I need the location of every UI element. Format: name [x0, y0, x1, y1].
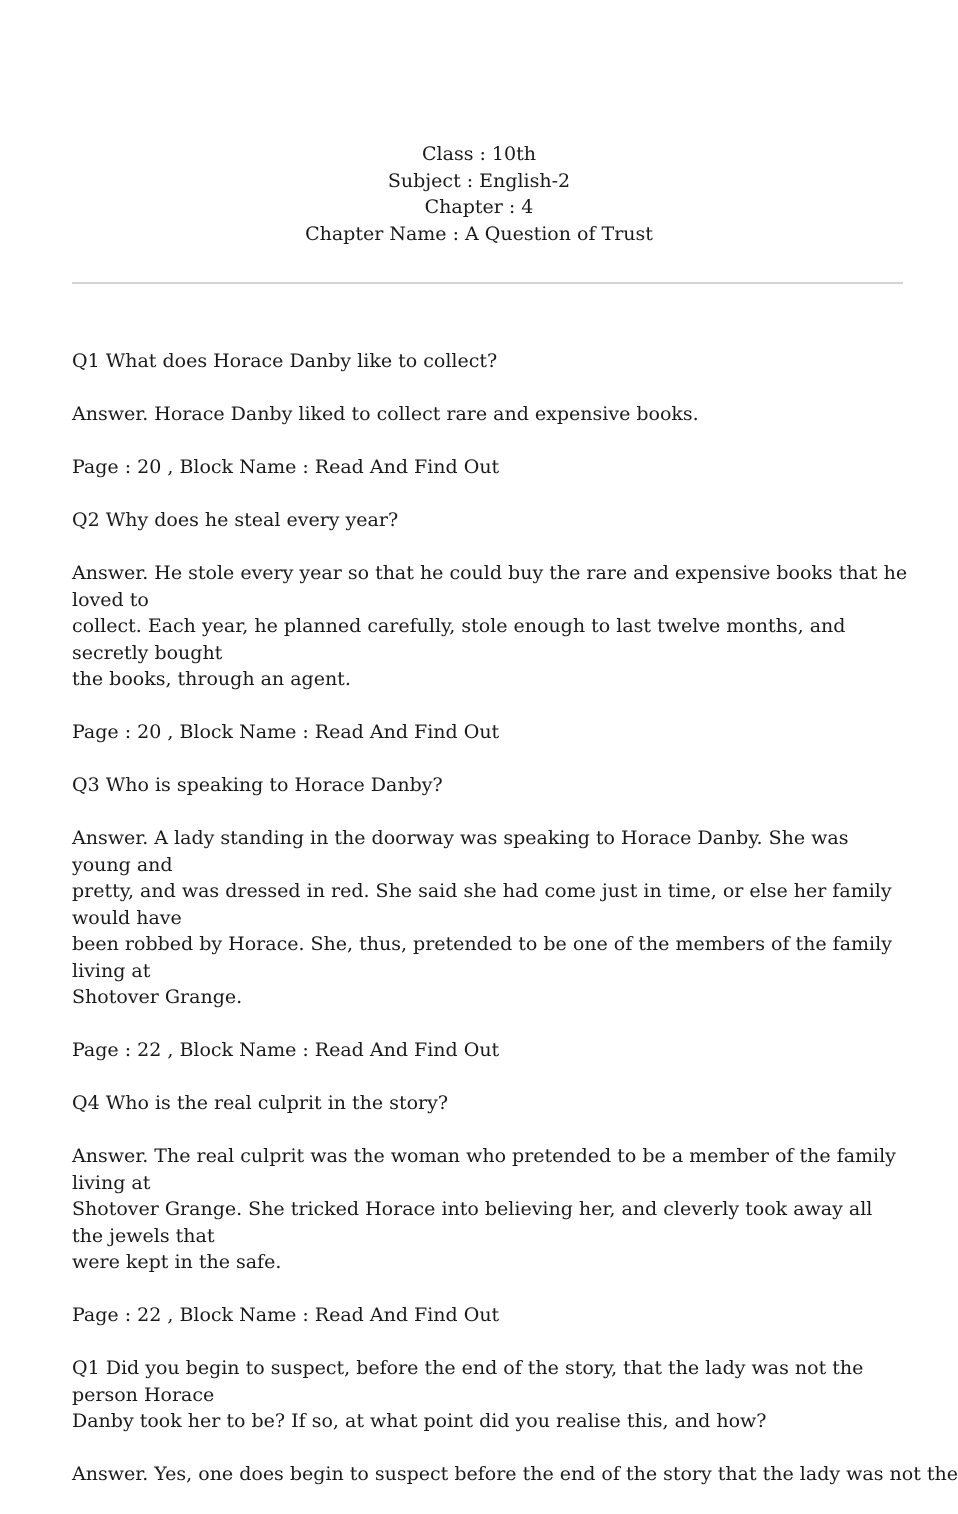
question-text: Q3 Who is speaking to Horace Danby? [72, 774, 443, 796]
question-text: Q2 Why does he steal every year? [72, 509, 399, 531]
answer-text: Answer. Horace Danby liked to collect rare and expensive books. [72, 403, 699, 425]
question-text: Q4 Who is the real culprit in the story? [72, 1092, 449, 1114]
class-line: Class : 10th [422, 143, 536, 165]
subject-line: Subject : English-2 [387, 169, 571, 192]
answer-text: Answer. The real culprit was the woman who pretended to be a member of the family living at Shotover Grange. She tricked Horace into believing her, and cleverly took away all the jewels that were kept in the safe. [72, 1145, 896, 1273]
document-header [0, 141, 958, 247]
chapter-line: Chapter : 4 [424, 196, 534, 218]
answer-text: Answer. A lady standing in the doorway was speaking to Horace Danby. She was young and pretty, and was dressed in red. She said she had come just in time, or else her family would have been robbed by Horace. She, thus, pretended to be one of the members of the family living at Shotover Grange. [72, 827, 892, 1008]
answer-text: Answer. He stole every year so that he could buy the rare and expensive books that he loved to collect. Each year, he planned carefully, stole enough to last twelve months, and secretly bought the books, through an agent. [72, 562, 908, 690]
page-block-info: Page : 20 , Block Name : Read And Find Out [72, 721, 500, 743]
header-divider [72, 282, 903, 284]
question-text: Q1 What does Horace Danby like to collect? [72, 350, 498, 372]
document-body [72, 348, 958, 1514]
chapter-name-line: Chapter Name : A Question of Trust [305, 222, 653, 245]
page-block-info: Page : 22 , Block Name : Read And Find Out [72, 1304, 500, 1326]
page-block-info: Page : 20 , Block Name : Read And Find Out [72, 456, 500, 478]
answer-text: Answer. Yes, one does begin to suspect before the end of the story that the lady was not the [72, 1463, 958, 1485]
page-block-info: Page : 22 , Block Name : Read And Find Out [72, 1039, 500, 1061]
question-text: Q1 Did you begin to suspect, before the end of the story, that the lady was not the person Horace Danby took her to be? If so, at what point did you realise this, and how? [72, 1357, 864, 1432]
